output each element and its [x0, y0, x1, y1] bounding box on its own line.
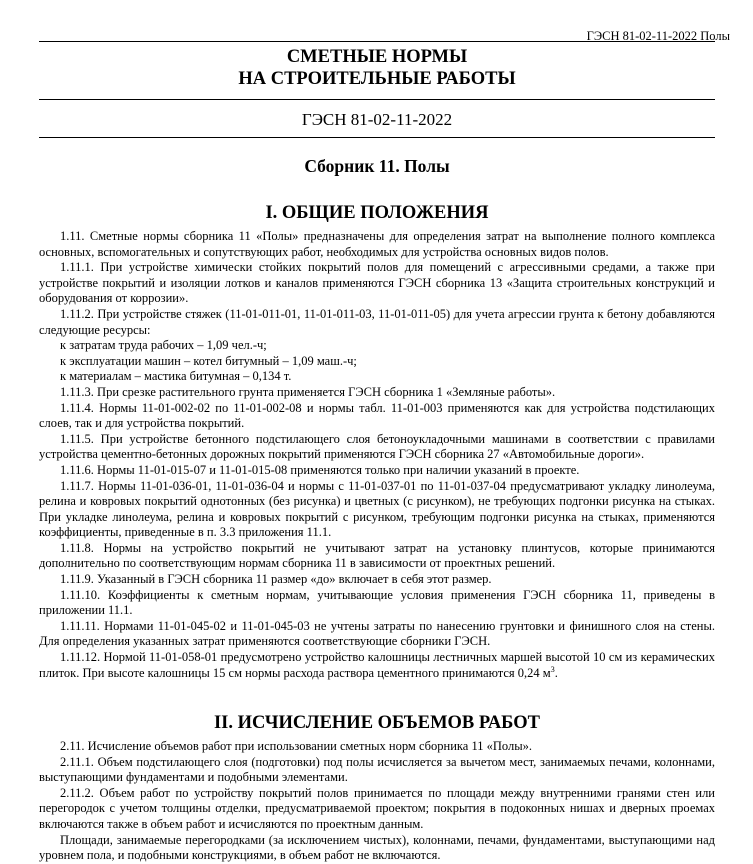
paragraph-1-11-8: 1.11.8. Нормы на устройство покрытий не учитывают затрат на установку плинтусов, которые принимаются дополнительно по соответствующим нормам сборника 11 в зависимости от проектных решений.: [39, 540, 715, 571]
paragraph-1-11-11: 1.11.11. Нормами 11-01-045-02 и 11-01-045-03 не учтены затраты по нанесению грунтовки и финишного слоя на стены. Для определения указанных затрат применяются соответствующие сборники ГЭСН.: [39, 618, 715, 649]
paragraph-1-11-3: 1.11.3. При срезке растительного грунта применяется ГЭСН сборника 1 «Земляные работы».: [60, 384, 556, 399]
paragraph-1-11-10: 1.11.10. Коэффициенты к сметным нормам, учитывающие условия применения ГЭСН сборника 11, приведены в приложении 11.1.: [39, 587, 715, 618]
paragraph-2-11-1: 2.11.1. Объем подстилающего слоя (подготовки) под полы исчисляется за вычетом мест, занимаемых печами, колоннами, выступающими фундаментами и подобными элементами.: [39, 754, 715, 785]
section-2-heading: II. ИСЧИСЛЕНИЕ ОБЪЕМОВ РАБОТ: [213, 713, 541, 733]
paragraph-1-11-4: 1.11.4. Нормы 11-01-002-02 по 11-01-002-08 и нормы табл. 11-01-003 применяются как для устройства подстилающих слоев, так и для устройства покрытий.: [39, 400, 715, 431]
paragraph-1-11-12-text: 1.11.12. Нормой 11-01-058-01 предусмотрено устройство калошницы лестничных маршей высотой 10 см из керамических плиток. При высоте калошницы 15 см нормы расхода раствора цементного принимаются 0,24 м: [39, 650, 715, 680]
paragraph-1-11: 1.11. Сметные нормы сборника 11 «Полы» предназначены для определения затрат на выполнение полного комплекса основных, вспомогательных и сопутствующих работ, необходимых для устройства основных видов полов.: [39, 229, 715, 259]
paragraph-1-11-12: [39, 650, 715, 681]
collection-title: Сборник 11. Полы: [304, 156, 450, 176]
section-1-body: [39, 229, 715, 681]
paragraph-1-11-12-end: .: [554, 665, 558, 680]
header-divider: [39, 41, 715, 42]
resource-labor: к затратам труда рабочих – 1,09 чел.-ч;: [60, 338, 267, 353]
resource-machines: к эксплуатации машин – котел битумный – 1,09 маш.-ч;: [60, 353, 357, 368]
section-2-body: [39, 739, 715, 864]
paragraph-1-11-6: 1.11.6. Нормы 11-01-015-07 и 11-01-015-08 применяются только при наличии указаний в проекте.: [60, 462, 580, 477]
paragraph-2-11-2-note: Площади, занимаемые перегородками (за исключением чистых), колоннами, печами, фундаментами, выступающими над уровнем пола, и подобными конструкциями, в объем работ не включаются.: [39, 832, 715, 863]
cubic-superscript: 3: [550, 664, 555, 674]
document-code: ГЭСН 81-02-11-2022: [301, 110, 453, 129]
section-1-heading: I. ОБЩИЕ ПОЛОЖЕНИЯ: [265, 203, 489, 223]
title-line-1: СМЕТНЫЕ НОРМЫ: [286, 47, 468, 67]
paragraph-1-11-9: 1.11.9. Указанный в ГЭСН сборника 11 размер «до» включает в себя этот размер.: [60, 572, 492, 587]
paragraph-1-11-1: 1.11.1. При устройстве химически стойких покрытий полов для помещений с агрессивными средами, а также при устройстве покрытий и изоляции лотков и каналов применяются ГЭСН сборника 13 «Защита строительных конструкций и оборудования от коррозии».: [39, 260, 715, 306]
paragraph-1-11-2: 1.11.2. При устройстве стяжек (11-01-011-01, 11-01-011-03, 11-01-011-05) для учета агрессии грунта к бетону добавляются следующие ресурсы:: [39, 306, 715, 337]
paragraph-2-11-2: 2.11.2. Объем работ по устройству покрытий полов принимается по площади между внутренними гранями стен или перегородок с учетом толщины отделки, предусматриваемой проектом; покрытия в подоконных нишах и дверных проемах включаются также в объем работ и исчисляются по проектным данным.: [39, 785, 715, 831]
paragraph-2-11: 2.11. Исчисление объемов работ при использовании сметных норм сборника 11 «Полы».: [60, 739, 532, 753]
title-line-2: НА СТРОИТЕЛЬНЫЕ РАБОТЫ: [238, 69, 516, 89]
paragraph-1-11-7: 1.11.7. Нормы 11-01-036-01, 11-01-036-04 и нормы с 11-01-037-01 по 11-01-037-04 предусматривают укладку линолеума, релина и ковровых покрытий однотонных (без рисунка) и цветных (с рисунком), не требующих подгонки рисунка на стыках. При укладке линолеума, релина и ковровых покрытий с рисунком, требующим подгонки рисунка на стыках, применяются коэффициенты, приведенные в п. 3.3 приложения 11.1.: [39, 478, 715, 540]
running-header: ГЭСН 81-02-11-2022 Полы: [586, 29, 730, 43]
paragraph-1-11-5: 1.11.5. При устройстве бетонного подстилающего слоя бетоноукладочными машинами в соответствии с правилами устройства цементно-бетонных дорожных покрытий применяются ГЭСН сборника 27 «Автомобильные дороги».: [39, 431, 715, 462]
code-top-rule: [39, 99, 715, 100]
resource-materials: к материалам – мастика битумная – 0,134 т.: [60, 369, 292, 384]
document-title: [39, 46, 715, 90]
code-bottom-rule: [39, 137, 715, 138]
